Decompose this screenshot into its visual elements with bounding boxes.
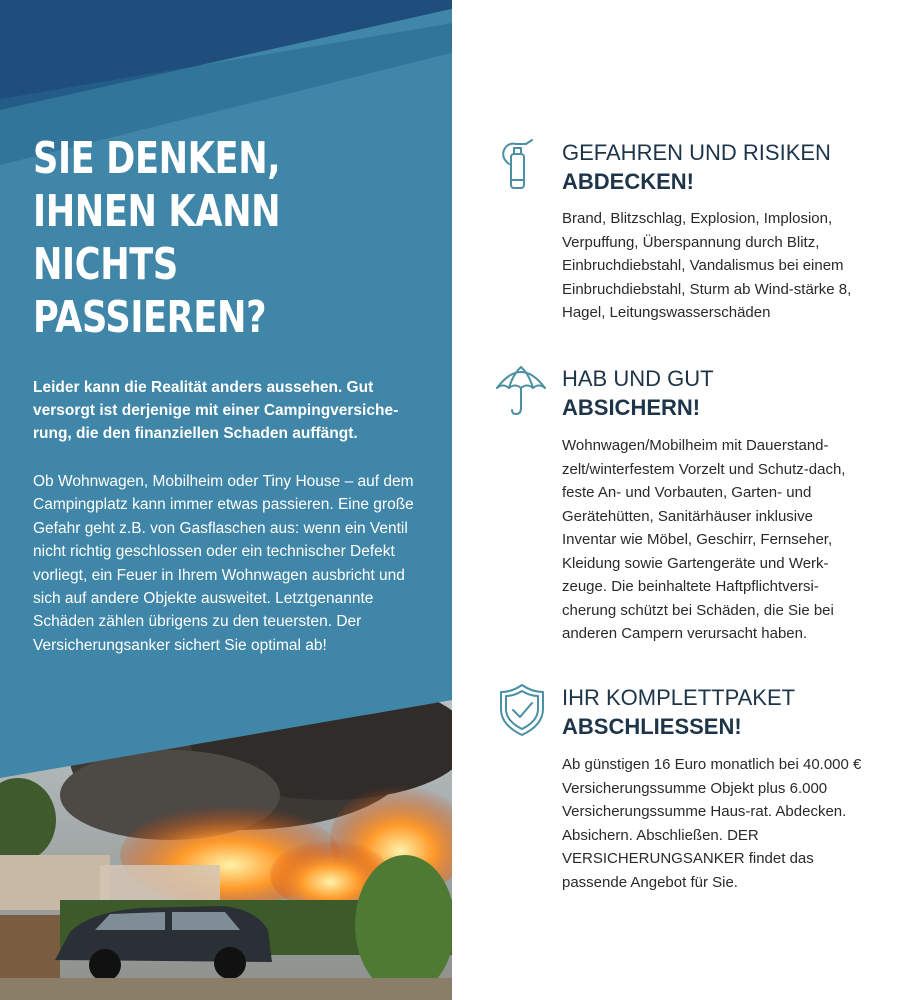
section-risks-title (562, 138, 831, 196)
body-text: Ob Wohnwagen, Mobilheim oder Tiny House – auf dem Campingplatz kann immer etwas passieren. Eine große Gefahr geht z.B. von Gasflaschen aus: wenn ein Ventil nicht richtig geschlossen oder ein technischer Defekt vorliegt, ein Feuer in Ihrem Wohnwagen ausbricht und sich auf andere Objekte ausweitet. Letztgenannte Schäden zählen übrigens zu den teuersten. Der Versicherungsanker sichert Sie optimal ab! (33, 473, 414, 654)
fire-illustration (0, 700, 452, 1000)
umbrella-icon (494, 364, 548, 416)
section-risks-title-light: GEFAHREN UND RISIKEN (562, 140, 831, 165)
section-property-text: Wohnwagen/Mobilheim mit Dauerstand-zelt/winterfestem Vorzelt und Schutz-dach, feste An- und Vorbauten, Garten- und Gerätehütten, Sanitärhäuser inklusive Inventar wie Möbel, Geschirr, Fernseher, Kleidung sowie Gartengeräte und Werk-zeuge. Die beinhaltete Haftpflichtversi-cherung schützt bei Schäden, die Sie bei anderen Campern verursacht haben. (562, 437, 846, 642)
section-property-title (562, 364, 714, 422)
headline-line-4: PASSIEREN? (33, 292, 267, 343)
section-package-title (562, 683, 795, 741)
caravan-fire-photo (0, 700, 452, 1000)
section-package-title-strong: ABSCHLIESSEN! (562, 714, 742, 739)
intro-text: Leider kann die Realität anders aussehen. Gut versorgt ist derjenige mit einer Campingversiche-rung, die den finanziellen Schaden auffängt. (33, 379, 399, 442)
section-property-title-light: HAB UND GUT (562, 366, 714, 391)
section-package-title-light: IHR KOMPLETTPAKET (562, 685, 796, 710)
section-risks-text: Brand, Blitzschlag, Explosion, Implosion, Verpuffung, Überspannung durch Blitz, Einbruchdiebstahl, Vandalismus bei einem Einbruchdiebstahl, Sturm ab Wind-stärke 8, Hagel, Leitungswasserschäden (562, 210, 852, 321)
headline-line-2: IHNEN KANN (33, 186, 281, 237)
section-property-title-strong: ABSICHERN! (562, 395, 701, 420)
headline (33, 132, 353, 344)
section-risks-title-strong: ABDECKEN! (562, 169, 694, 194)
right-panel (452, 0, 902, 1000)
fire-extinguisher-icon (496, 138, 536, 190)
headline-line-3: NICHTS (33, 239, 178, 290)
shield-check-icon (498, 683, 546, 737)
headline-line-1: SIE DENKEN, (33, 133, 281, 184)
section-package-text: Ab günstigen 16 Euro monatlich bei 40.000 € Versicherungssumme Objekt plus 6.000 Versicherungssumme Haus-rat. Abdecken. Absichern. Abschließen. DER VERSICHERUNGSANKER findet das passende Angebot für Sie. (562, 756, 862, 891)
